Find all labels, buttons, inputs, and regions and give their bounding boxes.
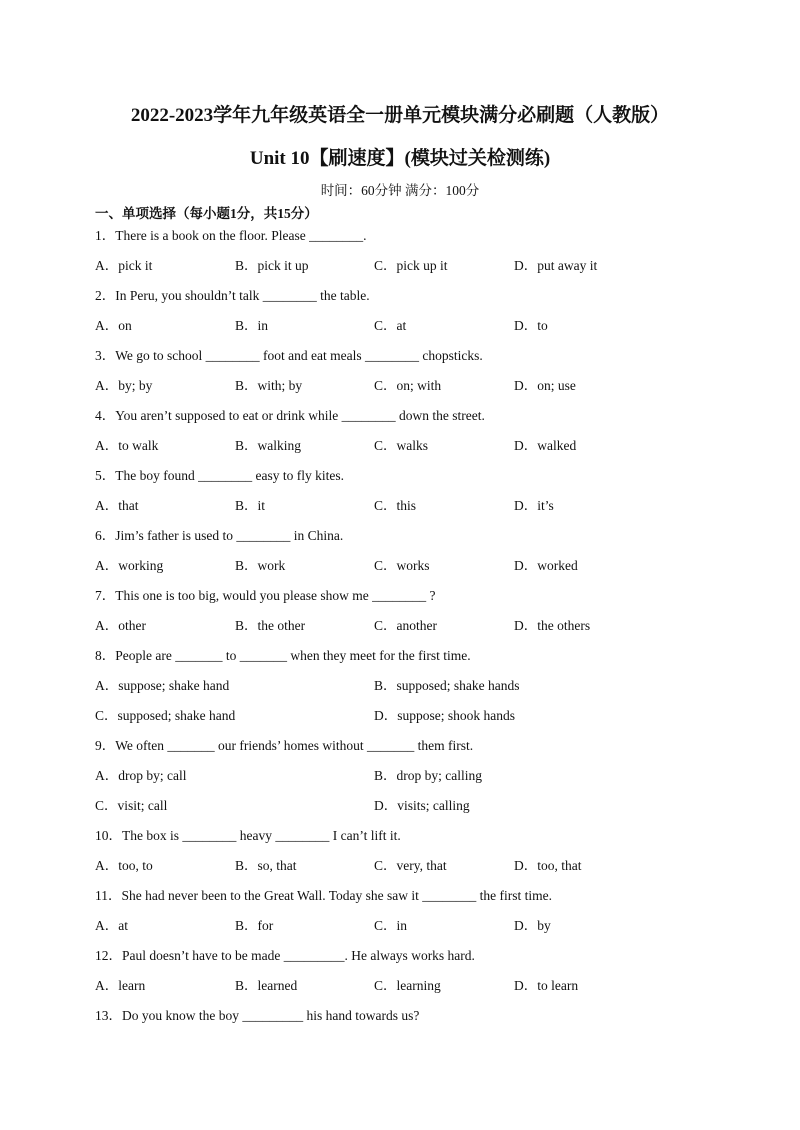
- answer-option: D．suppose; shook hands: [374, 708, 515, 723]
- answer-option: B．work: [235, 558, 286, 573]
- answer-option: C．another: [374, 618, 437, 633]
- answer-option: C．works: [374, 558, 430, 573]
- answer-option: B．learned: [235, 978, 298, 993]
- answer-option: A．working: [95, 558, 164, 573]
- question-stem: 8．People are _______ to _______ when they meet for the first time.: [95, 648, 471, 663]
- answer-option: A．pick it: [95, 258, 153, 273]
- answer-option: A．on: [95, 318, 132, 333]
- answer-option: B．with; by: [235, 378, 303, 393]
- page-subtitle: Unit 10【刷速度】(模块过关检测练): [249, 148, 551, 169]
- question-stem: 1．There is a book on the floor. Please ________.: [95, 228, 367, 243]
- answer-option: A．by; by: [95, 378, 153, 393]
- answer-option: D．put away it: [514, 258, 598, 273]
- question-stem: 6．Jim’s father is used to ________ in China.: [95, 528, 344, 543]
- answer-option: C．in: [374, 918, 408, 933]
- answer-option: D．it’s: [514, 498, 554, 513]
- answer-option: A．suppose; shake hand: [95, 678, 230, 693]
- question-stem: 2．In Peru, you shouldn’t talk ________ the table.: [95, 288, 370, 303]
- question-stem: 13．Do you know the boy _________ his hand towards us?: [95, 1008, 420, 1023]
- page-title: 2022-2023学年九年级英语全一册单元模块满分必刷题（人教版）: [130, 105, 670, 126]
- answer-option: B．the other: [235, 618, 306, 633]
- question-stem: 7．This one is too big, would you please show me ________ ?: [95, 588, 436, 603]
- answer-option: A．drop by; call: [95, 768, 187, 783]
- answer-option: C．visit; call: [95, 798, 168, 813]
- answer-option: C．this: [374, 498, 417, 513]
- question-stem: 4．You aren’t supposed to eat or drink while ________ down the street.: [95, 408, 485, 423]
- answer-option: B．supposed; shake hands: [374, 678, 520, 693]
- answer-option: D．the others: [514, 618, 591, 633]
- answer-option: C．on; with: [374, 378, 442, 393]
- answer-option: B．pick it up: [235, 258, 309, 273]
- answer-option: A．learn: [95, 978, 146, 993]
- section-title: 一、单项选择（每小题1分，共15分）: [95, 206, 318, 221]
- question-stem: 10．The box is ________ heavy ________ I can’t lift it.: [95, 828, 401, 843]
- answer-option: C．at: [374, 318, 407, 333]
- answer-option: C．learning: [374, 978, 441, 993]
- answer-option: B．walking: [235, 438, 301, 453]
- question-stem: 12．Paul doesn’t have to be made _________. He always works hard.: [95, 948, 475, 963]
- answer-option: A．at: [95, 918, 128, 933]
- answer-option: B．so, that: [235, 858, 297, 873]
- answer-option: B．drop by; calling: [374, 768, 482, 783]
- answer-option: A．to walk: [95, 438, 159, 453]
- question-stem: 3．We go to school ________ foot and eat meals ________ chopsticks.: [95, 348, 483, 363]
- answer-option: D．to: [514, 318, 548, 333]
- answer-option: D．by: [514, 918, 551, 933]
- question-stem: 11．She had never been to the Great Wall. Today she saw it ________ the first time.: [95, 888, 552, 903]
- answer-option: B．it: [235, 498, 266, 513]
- answer-option: B．in: [235, 318, 269, 333]
- question-stem: 5．The boy found ________ easy to fly kites.: [95, 468, 344, 483]
- exam-meta: 时间：60分钟 满分：100分: [320, 183, 480, 198]
- answer-option: D．to learn: [514, 978, 579, 993]
- answer-option: D．worked: [514, 558, 578, 573]
- answer-option: C．pick up it: [374, 258, 448, 273]
- answer-option: D．walked: [514, 438, 577, 453]
- answer-option: C．walks: [374, 438, 428, 453]
- answer-option: C．very, that: [374, 858, 447, 873]
- question-stem: 9．We often _______ our friends’ homes without _______ them first.: [95, 738, 474, 753]
- answer-option: A．other: [95, 618, 146, 633]
- answer-option: D．on; use: [514, 378, 576, 393]
- answer-option: B．for: [235, 918, 274, 933]
- answer-option: C．supposed; shake hand: [95, 708, 236, 723]
- answer-option: A．that: [95, 498, 139, 513]
- answer-option: D．too, that: [514, 858, 582, 873]
- answer-option: D．visits; calling: [374, 798, 470, 813]
- answer-option: A．too, to: [95, 858, 153, 873]
